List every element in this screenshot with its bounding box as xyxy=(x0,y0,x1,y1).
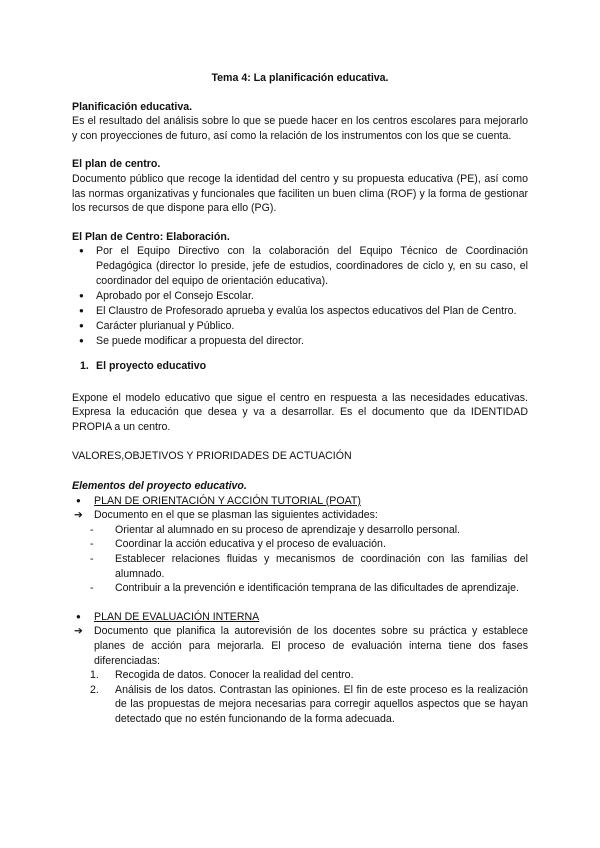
evaluacion-arrow-row xyxy=(72,624,528,668)
item-number: 2. xyxy=(90,683,99,696)
poat-title-row xyxy=(72,494,528,509)
list-item: ● El Claustro de Profesorado aprueba y evalúa los aspectos educativos del Plan de Centro. xyxy=(96,304,528,319)
heading-elaboracion: El Plan de Centro: Elaboración. xyxy=(72,230,230,243)
list-item: ● Carácter plurianual y Público. xyxy=(96,319,528,334)
document-title: Tema 4: La planificación educativa. xyxy=(211,72,389,84)
list-item xyxy=(90,683,528,727)
list-item xyxy=(90,668,528,683)
paragraph-proyecto: Expone el modelo educativo que sigue el centro en respuesta a las necesidades educativas. Expresa la educación que desea y va a desarrollar. Es el documento que da IDENTIDAD PROPIA a un centro. xyxy=(72,391,528,433)
list-item: - Establecer relaciones fluidas y mecanismos de coordinación con las familias del alumnado. xyxy=(115,552,528,581)
list-item: ● Se puede modificar a propuesta del director. xyxy=(96,334,528,349)
heading-plan-centro: El plan de centro. xyxy=(72,158,161,171)
evaluacion-title-row xyxy=(72,610,528,625)
arrow-right-icon: ➔ xyxy=(74,509,83,522)
heading-planificacion: Planificación educativa. xyxy=(72,100,193,113)
poat-title: PLAN DE ORIENTACIÓN Y ACCIÓN TUTORIAL (POAT) xyxy=(94,494,361,507)
evaluacion-list xyxy=(72,668,528,726)
bullet-icon: ● xyxy=(76,495,81,505)
list-item: - Contribuir a la prevención e identificación temprana de las dificultades de aprendizaje. xyxy=(115,581,528,596)
item-text: Recogida de datos. Conocer la realidad del centro. xyxy=(115,669,354,682)
bullet-icon: ● xyxy=(76,611,81,621)
elaboracion-list xyxy=(72,244,528,348)
section-heading-text: El proyecto educativo xyxy=(96,360,207,372)
item-text: Análisis de los datos. Contrastan las opiniones. El fin de este proceso es la realización de las propuestas de mejora necesarias para corregir aquellos aspectos que se hayan detectado que no estén funcionando de la forma adecuada. xyxy=(115,683,528,725)
paragraph-plan-centro: Documento público que recoge la identidad del centro y su propuesta educativa (PE), así como las normas organizativas y funcionales que faciliten un buen clima (ROF) y la forma de gestionar los recursos de que dispone para ello (PG). xyxy=(72,172,528,215)
poat-arrow-text: Documento en el que se plasman las siguientes actividades: xyxy=(94,509,378,522)
poat-arrow-row xyxy=(72,508,528,523)
document-content xyxy=(72,71,528,726)
heading-elementos: Elementos del proyecto educativo. xyxy=(72,479,247,492)
list-item: - Orientar al alumnado en su proceso de aprendizaje y desarrollo personal. xyxy=(115,523,528,538)
heading-proyecto-educativo xyxy=(72,359,528,374)
arrow-right-icon: ➔ xyxy=(74,625,83,638)
list-item: - Coordinar la acción educativa y el proceso de evaluación. xyxy=(115,537,528,552)
evaluacion-title: PLAN DE EVALUACIÓN INTERNA xyxy=(94,610,260,623)
list-item: ● Aprobado por el Consejo Escolar. xyxy=(96,289,528,304)
item-number: 1. xyxy=(90,669,99,682)
poat-list xyxy=(72,523,528,596)
caps-line-valores: VALORES,OBJETIVOS Y PRIORIDADES DE ACTUACIÓN xyxy=(72,450,352,463)
list-item: ● Por el Equipo Directivo con la colaboración del Equipo Técnico de Coordinación Pedagógica (director lo preside, jefe de estudios, coordinadores de ciclo y, en su caso, el coordinador del equipo de orientación educativa). xyxy=(96,244,528,288)
paragraph-planificacion: Es el resultado del análisis sobre lo que se puede hacer en los centros escolares para mejorarlo y con proyecciones de futuro, así como la relación de los instrumentos con los que se cuenta. xyxy=(72,115,528,142)
evaluacion-arrow-text: Documento que planifica la autorevisión de los docentes sobre su práctica y establece planes de acción para mejorarla. El proceso de evaluación interna tiene dos fases diferenciadas: xyxy=(94,625,528,667)
section-number: 1. xyxy=(80,360,89,372)
